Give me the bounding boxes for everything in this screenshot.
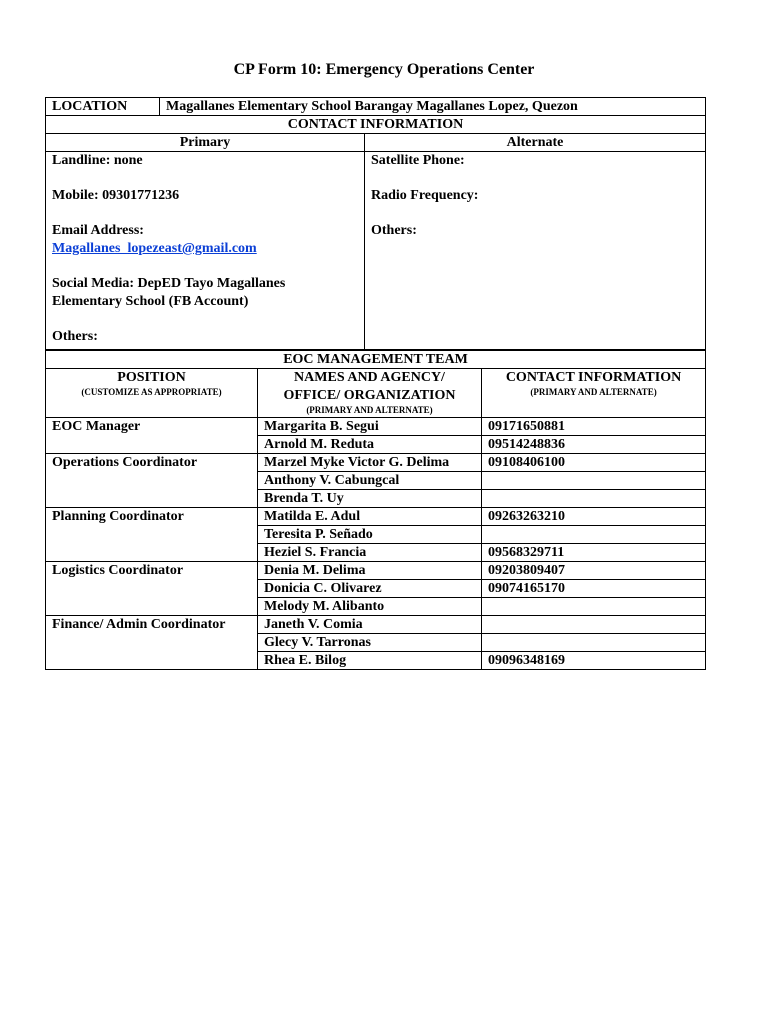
member-name-cell: Janeth V. Comia [258,616,482,634]
member-contact-cell [482,472,706,490]
member-contact-cell [482,634,706,652]
table-row [46,454,706,472]
contact-header-text: CONTACT INFORMATION [505,370,682,385]
member-contact-cell: 09203809407 [482,562,706,580]
position-cell: Logistics Coordinator [46,562,258,616]
position-header-text: POSITION [117,370,186,385]
member-name-cell: Matilda E. Adul [258,508,482,526]
primary-others-text: Others: [52,329,98,344]
alternate-heading: Alternate [365,134,706,152]
position-cell: EOC Manager [46,418,258,454]
member-contact-cell [482,616,706,634]
location-contact-table [45,97,706,350]
table-row [46,616,706,634]
member-contact-cell: 09096348169 [482,652,706,670]
member-name-cell: Denia M. Delima [258,562,482,580]
landline-text: Landline: none [52,153,143,168]
member-name-cell: Glecy V. Tarronas [258,634,482,652]
document-title: CP Form 10: Emergency Operations Center [233,61,535,78]
alternate-contact-cell [365,152,706,350]
radio-frequency-text: Radio Frequency: [371,188,479,203]
location-value: Magallanes Elementary School Barangay Magallanes Lopez, Quezon [160,98,706,116]
member-name-cell: Melody M. Alibanto [258,598,482,616]
position-header-note: (CUSTOMIZE AS APPROPRIATE) [81,387,222,397]
mobile-text: Mobile: 09301771236 [52,188,180,203]
member-name-cell: Donicia C. Olivarez [258,580,482,598]
email-link[interactable]: Magallanes_lopezeast@gmail.com [52,241,257,256]
member-contact-cell [482,526,706,544]
satellite-phone-text: Satellite Phone: [371,153,465,168]
names-header-line2: OFFICE/ ORGANIZATION [283,388,456,403]
contact-header-note: (PRIMARY AND ALTERNATE) [530,387,657,397]
member-name-cell: Anthony V. Cabungcal [258,472,482,490]
member-name-cell: Heziel S. Francia [258,544,482,562]
eoc-team-heading: EOC MANAGEMENT TEAM [46,351,706,369]
contact-details-row [46,152,706,350]
contact-subheading-row [46,134,706,152]
member-name-cell: Teresita P. Señado [258,526,482,544]
location-row [46,98,706,116]
alternate-others-text: Others: [371,223,417,238]
member-name-cell: Rhea E. Bilog [258,652,482,670]
social-media-block [52,275,358,311]
member-name-cell: Brenda T. Uy [258,490,482,508]
primary-contact-cell [46,152,365,350]
position-cell: Finance/ Admin Coordinator [46,616,258,670]
primary-heading: Primary [46,134,365,152]
eoc-team-body [46,351,706,670]
email-label: Email Address: [52,223,144,238]
eoc-management-team-table [45,350,706,670]
member-contact-cell: 09108406100 [482,454,706,472]
contact-information-heading-row [46,116,706,134]
location-label: LOCATION [46,98,160,116]
member-name-cell: Margarita B. Segui [258,418,482,436]
position-cell: Operations Coordinator [46,454,258,508]
member-contact-cell: 09171650881 [482,418,706,436]
member-contact-cell: 09568329711 [482,544,706,562]
member-name-cell: Marzel Myke Victor G. Delima [258,454,482,472]
member-contact-cell [482,490,706,508]
contact-information-heading: CONTACT INFORMATION [46,116,706,134]
social-media-line1: Social Media: DepED Tayo Magallanes [52,276,286,291]
names-column-header [258,369,482,418]
position-column-header [46,369,258,418]
eoc-team-column-header-row [46,369,706,418]
social-media-line2: Elementary School (FB Account) [52,294,249,309]
member-contact-cell: 09074165170 [482,580,706,598]
member-contact-cell: 09263263210 [482,508,706,526]
contact-column-header [482,369,706,418]
email-block [52,222,358,258]
table-row [46,562,706,580]
member-contact-cell [482,598,706,616]
names-header-note: (PRIMARY AND ALTERNATE) [306,405,433,415]
eoc-team-heading-row [46,351,706,369]
position-cell: Planning Coordinator [46,508,258,562]
table-row [46,508,706,526]
names-header-line1: NAMES AND AGENCY/ [294,370,445,385]
member-contact-cell: 09514248836 [482,436,706,454]
table-row [46,418,706,436]
member-name-cell: Arnold M. Reduta [258,436,482,454]
